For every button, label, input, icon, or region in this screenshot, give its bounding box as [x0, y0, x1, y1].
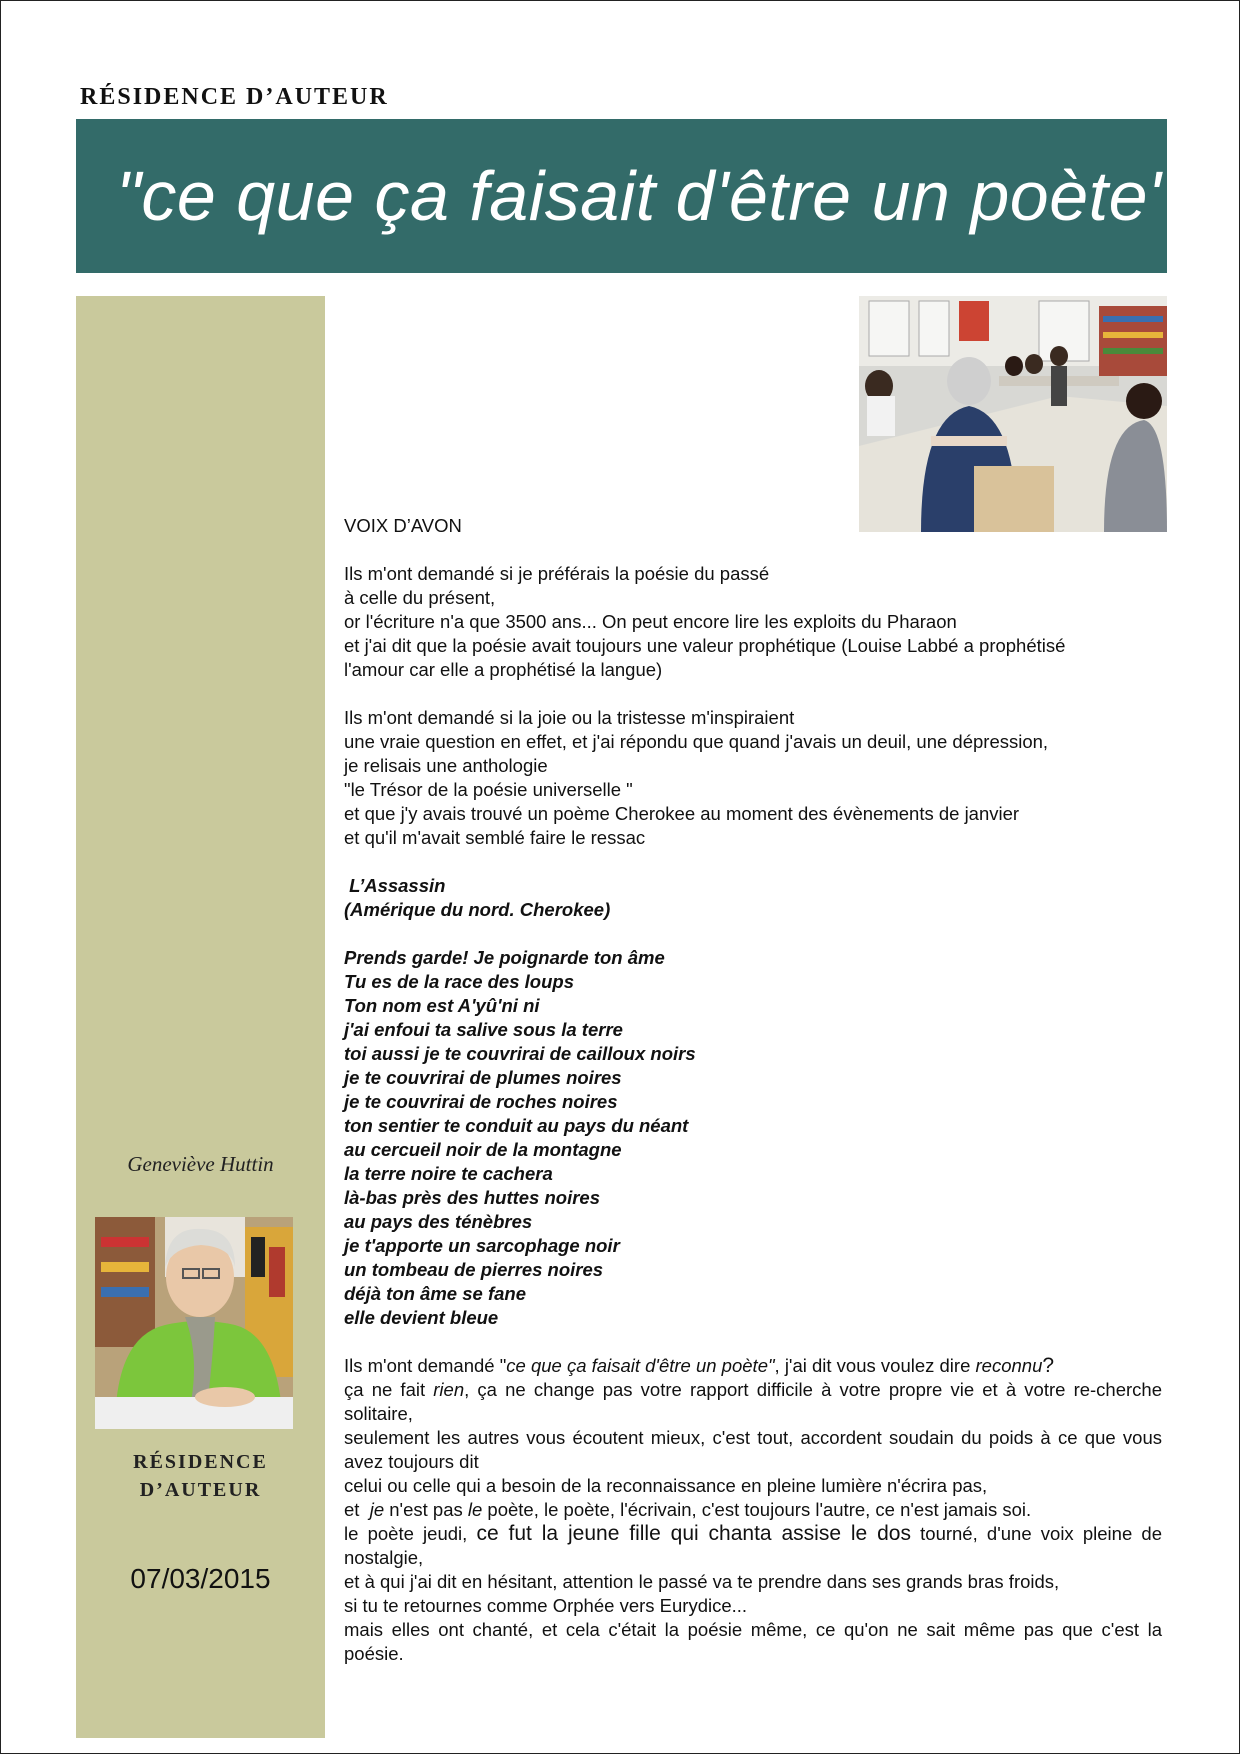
- text-span-large: ce fut la jeune fille qui chanta assise le dos: [476, 1522, 911, 1545]
- text-italic: reconnu: [975, 1355, 1043, 1376]
- text-line: "le Trésor de la poésie universelle ": [344, 779, 633, 800]
- text-span: poète, le poète, l'écrivain, c'est toujours l'autre, ce n'est jamais soi.: [482, 1499, 1032, 1520]
- poem-line: j'ai enfoui ta salive sous la terre: [344, 1019, 623, 1040]
- text-span: ?: [1042, 1354, 1055, 1377]
- poem-line: la terre noire te cachera: [344, 1163, 553, 1184]
- text-line: seulement les autres vous écoutent mieux, c'est tout, accordent soudain du poids à ce que vous avez toujours dit: [344, 1427, 1162, 1472]
- author-name: Geneviève Huttin: [127, 1152, 274, 1176]
- poem-title: L’Assassin: [344, 875, 446, 896]
- residence-header: RÉSIDENCE D’AUTEUR: [80, 84, 389, 110]
- poem-heading: [344, 874, 1162, 922]
- sidebar: [76, 296, 325, 1738]
- poem-line: je te couvrirai de plumes noires: [344, 1067, 622, 1088]
- poem-line: Tu es de la race des loups: [344, 971, 574, 992]
- author-photo: [95, 1217, 293, 1429]
- text-line: Ils m'ont demandé si je préférais la poésie du passé: [344, 563, 770, 584]
- text-line: et qu'il m'avait semblé faire le ressac: [344, 827, 646, 848]
- poem-line: un tombeau de pierres noires: [344, 1259, 604, 1280]
- text-italic: le: [467, 1499, 483, 1520]
- page-title: "ce que ça faisait d'être un poète": [116, 157, 1174, 235]
- sidebar-residence-line1: RÉSIDENCE: [133, 1451, 268, 1473]
- poem-line: là-bas près des huttes noires: [344, 1187, 601, 1208]
- text-line: si tu te retournes comme Orphée vers Eurydice...: [344, 1595, 748, 1616]
- poem-line: au cercueil noir de la montagne: [344, 1139, 622, 1160]
- poem-line: Ton nom est A'yû'ni ni: [344, 995, 540, 1016]
- sidebar-residence-line2: D’AUTEUR: [139, 1479, 262, 1501]
- text-line: à celle du présent,: [344, 587, 496, 608]
- text-span: , j'ai dit vous voulez dire: [774, 1355, 976, 1376]
- poem-line: je te couvrirai de roches noires: [344, 1091, 618, 1112]
- classroom-photo: [859, 296, 1167, 532]
- text-line: et j'ai dit que la poésie avait toujours une valeur prophétique (Louise Labbé a prophétisé: [344, 635, 1066, 656]
- text-line: je relisais une anthologie: [344, 755, 548, 776]
- text-line: [344, 1498, 1162, 1522]
- poem-line: au pays des ténèbres: [344, 1211, 533, 1232]
- paragraph-1: [344, 562, 1162, 682]
- text-italic: rien: [433, 1379, 465, 1400]
- paragraph-2: [344, 706, 1162, 850]
- text-line: celui ou celle qui a besoin de la reconnaissance en pleine lumière n'écrira pas,: [344, 1475, 988, 1496]
- section-title: VOIX D’AVON: [344, 515, 462, 536]
- text-span: le poète jeudi,: [344, 1523, 477, 1544]
- poem-line: Prends garde! Je poignarde ton âme: [344, 947, 665, 968]
- publication-date: 07/03/2015: [130, 1563, 271, 1594]
- poem: [344, 946, 1162, 1330]
- text-line: et à qui j'ai dit en hésitant, attention le passé va te prendre dans ses grands bras froids,: [344, 1571, 1060, 1592]
- poem-line: je t'apporte un sarcophage noir: [344, 1235, 620, 1256]
- text-line: mais elles ont chanté, et cela c'était la poésie même, ce qu'on ne sait même pas que c'est la poésie.: [344, 1619, 1162, 1664]
- text-line: l'amour car elle a prophétisé la langue): [344, 659, 663, 680]
- text-line: une vraie question en effet, et j'ai répondu que quand j'avais un deuil, une dépression,: [344, 731, 1049, 752]
- poem-line: elle devient bleue: [344, 1307, 499, 1328]
- text-line: [344, 1354, 1162, 1378]
- text-span: n'est pas: [384, 1499, 468, 1520]
- text-span: Ils m'ont demandé ": [344, 1355, 507, 1376]
- title-banner: [76, 119, 1174, 273]
- text-line: [344, 1522, 1162, 1570]
- text-span: , ça ne change pas votre rapport difficile à votre propre vie et à votre re-cherche solitaire,: [344, 1379, 1162, 1424]
- poem-line: ton sentier te conduit au pays du néant: [344, 1115, 689, 1136]
- poem-line: déjà ton âme se fane: [344, 1283, 526, 1304]
- text-line: et que j'y avais trouvé un poème Cherokee au moment des évènements de janvier: [344, 803, 1020, 824]
- sidebar-residence-label: [76, 1448, 325, 1504]
- paragraph-3: [344, 1354, 1162, 1666]
- text-line: or l'écriture n'a que 3500 ans... On peut encore lire les exploits du Pharaon: [344, 611, 957, 632]
- text-span: et: [344, 1499, 370, 1520]
- text-italic: je: [369, 1499, 385, 1520]
- text-span: ça ne fait: [344, 1379, 434, 1400]
- poem-origin: (Amérique du nord. Cherokee): [344, 899, 611, 920]
- text-italic: ce que ça faisait d'être un poète": [506, 1355, 775, 1376]
- text-span: tourné, d'une voix pleine de nostalgie,: [344, 1523, 1163, 1568]
- article-body: [344, 514, 1162, 1666]
- text-line: [344, 1378, 1162, 1426]
- text-line: Ils m'ont demandé si la joie ou la tristesse m'inspiraient: [344, 707, 795, 728]
- poem-line: toi aussi je te couvrirai de cailloux noirs: [344, 1043, 696, 1064]
